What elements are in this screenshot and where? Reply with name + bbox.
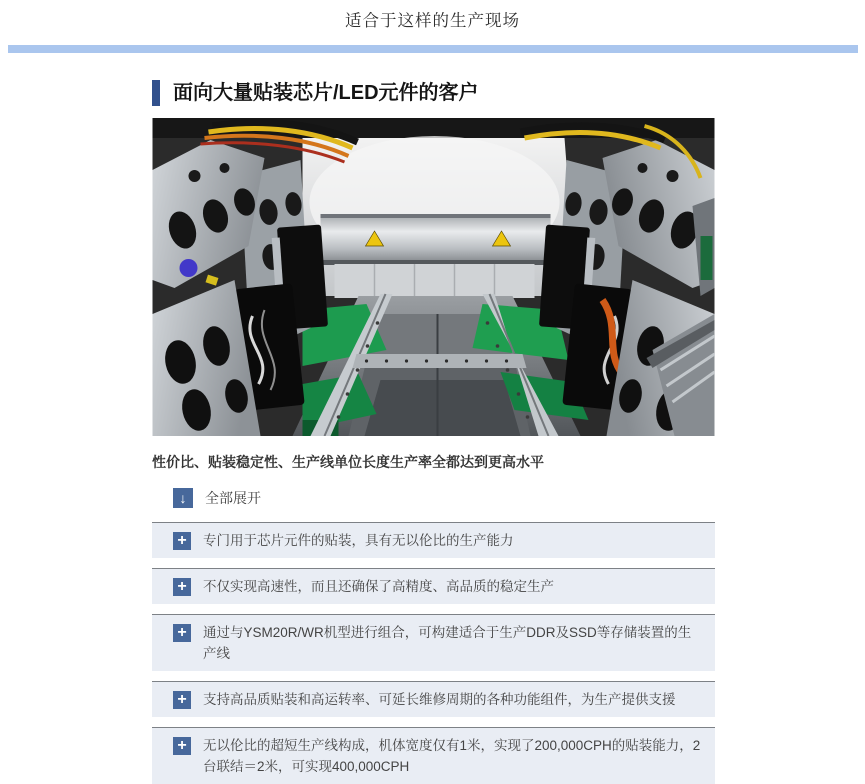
expand-all-button[interactable]: [173, 488, 261, 508]
accordion-item-high-speed-quality[interactable]: [152, 568, 715, 604]
lead-text: 性价比、贴装稳定性、生产线单位长度生产率全都达到更高水平: [152, 454, 544, 470]
section-title: 面向大量贴装芯片/LED元件的客户: [173, 82, 479, 104]
accordion-item-label: 无以伦比的超短生产线构成，机体宽度仅有1米，实现了200,000CPH的贴装能力，2台联结＝2米，可实现400,000CPH: [203, 738, 701, 774]
machine-photo-svg: [152, 118, 715, 436]
accordion-item-short-line[interactable]: [152, 727, 715, 784]
section-heading: [152, 80, 715, 106]
accordion-item-ysm20r-combination[interactable]: [152, 614, 715, 671]
accordion-item-label: 专门用于芯片元件的贴装，具有无以伦比的生产能力: [203, 533, 514, 548]
plus-icon: +: [173, 578, 191, 596]
section-divider-bar: [8, 45, 858, 53]
feature-accordion-list: [152, 522, 715, 784]
accordion-item-function-components[interactable]: [152, 681, 715, 717]
accordion-item-chip-mounting[interactable]: [152, 522, 715, 558]
machine-photo: [152, 118, 715, 436]
expand-all-label: 全部展开: [205, 490, 261, 506]
plus-icon: +: [173, 532, 191, 550]
page-title: 适合于这样的生产现场: [345, 12, 520, 30]
plus-icon: +: [173, 624, 191, 642]
heading-accent-bar: [152, 80, 160, 106]
accordion-item-label: 通过与YSM20R/WR机型进行组合，可构建适合于生产DDR及SSD等存储装置的生产线: [203, 625, 692, 661]
accordion-item-label: 支持高品质贴装和高运转率、可延长维修周期的各种功能组件，为生产提供支援: [203, 692, 676, 707]
plus-icon: +: [173, 691, 191, 709]
accordion-item-label: 不仅实现高速性，而且还确保了高精度、高品质的稳定生产: [203, 579, 554, 594]
plus-icon: +: [173, 737, 191, 755]
expand-all-arrow-icon: ↓: [173, 488, 193, 508]
main-content: [152, 80, 715, 784]
